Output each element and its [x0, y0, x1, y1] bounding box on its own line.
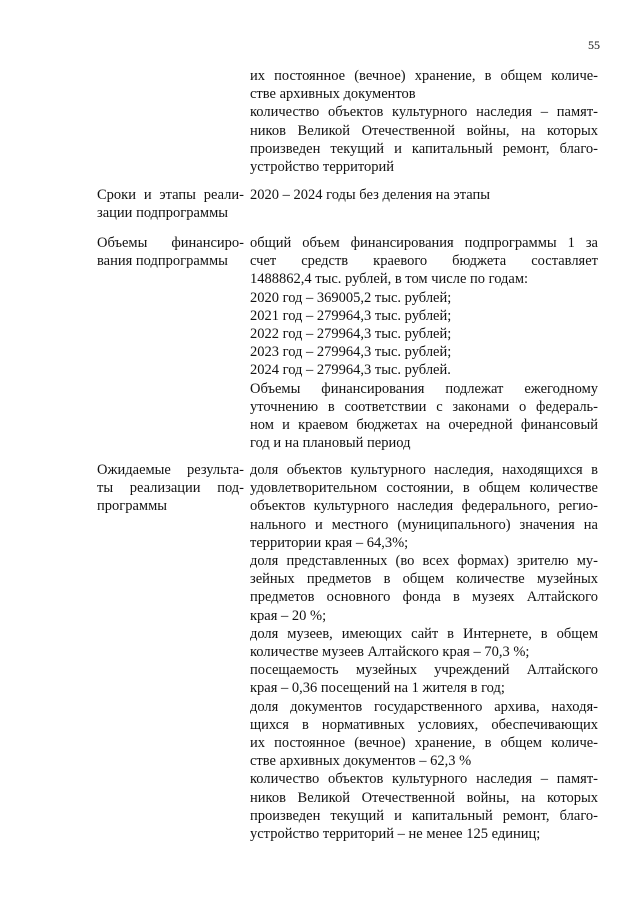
row-value-timing	[250, 186, 598, 204]
label-line: программы	[97, 498, 167, 515]
text-line: посещаемость музейных учреждений Алтайского	[250, 662, 598, 679]
label-line: Сроки и этапы реали-	[97, 187, 244, 203]
page-number: 55	[588, 38, 600, 52]
row-value-results	[250, 461, 598, 843]
text-line: 2022 год – 279964,3 тыс. рублей;	[250, 326, 452, 343]
text-line: зейных предметов в общем количестве музейных	[250, 571, 598, 588]
text-line: 2020 – 2024 годы без деления на этапы	[250, 187, 491, 203]
label-line: Объемы финансиро-	[97, 235, 244, 251]
text-line: устройство территорий – не менее 125 единиц;	[250, 826, 541, 843]
text-line: количестве музеев Алтайского края – 70,3 %;	[250, 644, 530, 661]
text-line: количество объектов культурного наследия – памят-	[250, 104, 598, 121]
text-line: счет средств краевого бюджета составляет	[250, 253, 598, 270]
text-line: доля объектов культурного наследия, находящихся в	[250, 462, 598, 478]
label-line: зации подпрограммы	[97, 205, 229, 222]
text-line: доля музеев, имеющих сайт в Интернете, в общем	[250, 625, 598, 642]
label-line: ты реализации под-	[97, 480, 244, 497]
text-line: стве архивных документов – 62,3 %	[250, 753, 472, 770]
text-line: края – 20 %;	[250, 607, 327, 624]
text-line: произведен текущий и капитальный ремонт, благо-	[250, 140, 598, 157]
text-line: ном и краевом бюджетах на очередной финансовый	[250, 417, 598, 434]
text-line: щихся в нормативных условиях, обеспечивающих	[250, 716, 598, 733]
text-line: произведен текущий и капитальный ремонт, благо-	[250, 807, 598, 824]
continuation-text	[250, 67, 598, 176]
text-line: устройство территорий	[250, 159, 395, 176]
text-line: их постоянное (вечное) хранение, в общем количе-	[250, 68, 598, 84]
text-line: Объемы финансирования подлежат ежегодному	[250, 380, 598, 397]
row-label-results	[97, 461, 244, 516]
row-label-timing	[97, 186, 244, 222]
text-line: стве архивных документов	[250, 86, 416, 103]
text-line: 2021 год – 279964,3 тыс. рублей;	[250, 307, 452, 324]
text-line: края – 0,36 посещений на 1 жителя в год;	[250, 680, 505, 697]
text-line: удовлетворительном состоянии, в общем количестве	[250, 480, 598, 497]
text-line: 2024 год – 279964,3 тыс. рублей.	[250, 362, 451, 379]
text-line: ников Великой Отечественной войны, на которых	[250, 122, 598, 139]
text-line: 2023 год – 279964,3 тыс. рублей;	[250, 344, 452, 361]
text-line: 2020 год – 369005,2 тыс. рублей;	[250, 289, 452, 306]
text-line: год и на плановый период	[250, 435, 411, 452]
text-line: ников Великой Отечественной войны, на которых	[250, 789, 598, 806]
text-line: нального и местного (муниципального) значения на	[250, 516, 598, 533]
text-line: их постоянное (вечное) хранение, в общем количе-	[250, 735, 598, 752]
text-line: объектов культурного наследия федерального, регио-	[250, 498, 598, 515]
text-line: количество объектов культурного наследия – памят-	[250, 771, 598, 788]
text-line: предметов основного фонда в музеях Алтайского	[250, 589, 598, 606]
text-line: уточнению в соответствии с законами о федераль-	[250, 398, 598, 415]
label-line: вания подпрограммы	[97, 253, 228, 270]
text-line: доля представленных (во всех формах) зрителю му-	[250, 553, 598, 570]
label-line: Ожидаемые результа-	[97, 462, 244, 478]
text-line: доля документов государственного архива, находя-	[250, 698, 598, 715]
text-line: территории края – 64,3%;	[250, 534, 409, 551]
row-label-funding	[97, 234, 244, 270]
text-line: общий объем финансирования подпрограммы 1 за	[250, 235, 598, 251]
row-value-funding	[250, 234, 598, 452]
text-line: 1488862,4 тыс. рублей, в том числе по годам:	[250, 271, 529, 288]
